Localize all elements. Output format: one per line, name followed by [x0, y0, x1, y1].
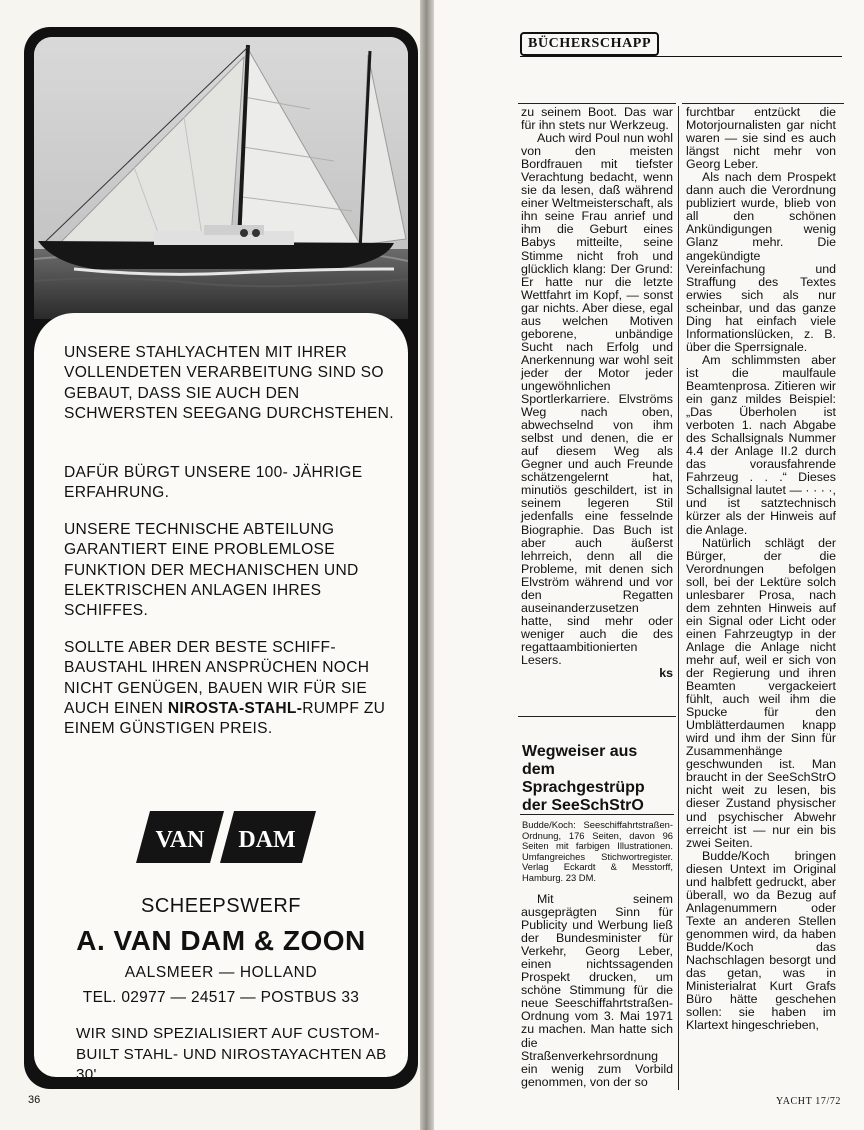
ad-paragraph-technical: UNSERE TECHNISCHE ABTEILUNG GARANTIERT EINE PROBLEMLOSE FUNKTION DER MECHANISCHEN UND ELEKTRISCHEN ANLAGEN IHRES SCHIFFES. [64, 521, 359, 620]
column-a-article [521, 893, 673, 1089]
ad-paragraph-quality: UNSERE STAHLYACHTEN MIT IHRER VOLLENDETEN VERARBEITUNG SIND SO GEBAUT, DASS SIE AUCH DEN SCHWERSTEN SEEGANG DURCHSTEHEN. [64, 344, 394, 422]
ad-nirosta-end: RUMPF ZU EINEM GÜNSTIGEN PREIS. [64, 699, 386, 738]
paragraph: Mit seinem ausgeprägten Sinn für Publicity und Werbung ließ der Bundesminister für Verkehr, Georg Leber, einen nichtssagenden Prospekt drucken, um schöne Stimmung für die neue Seeschiffahrtstraßen-Ordnung vom 3. Mai 1971 zu machen. Man hatte sich die Straßenverkehrsordnung ein wenig zum Vorbild genommen, von der so [521, 892, 673, 1089]
ad-paragraph-nirosta [64, 638, 394, 739]
article-headline: Wegweiser aus dem Sprachgestrüpp der SeeSchStrO [522, 743, 645, 814]
column-divider [678, 106, 679, 1090]
ad-paragraph-experience: DAFÜR BÜRGT UNSERE 100- JÄHRIGE ERFAHRUNG. [64, 464, 363, 502]
advertisement [24, 27, 418, 1089]
column-top-rule-b [682, 103, 844, 104]
paragraph: furchtbar entzückt die Motorjournalisten gar nicht waren — sie sind es auch längst nicht mehr von Georg Leber. [686, 105, 836, 172]
paragraph: Als nach dem Prospekt dann auch die Verordnung publiziert wurde, blieb von all den schönen Ankündigungen wenig Glanz mehr. Die angekündigte Vereinfachung und Straffung des Textes erwies sich als nur scheinbar, und das ganze Ding hat einfach viele Informationslücken, z. B. über die Sperrsignale. [686, 170, 836, 354]
page-number-left: 36 [28, 1094, 41, 1106]
author-signature: ks [659, 666, 673, 681]
bibliographic-info: Budde/Koch: Seeschiffahrtstraßen-Ordnung, 176 Seiten, davon 96 Seiten mit farbigen Illustrationen. Umfangreiches Stichwortregister. Verlag Eckardt & Messtorff, Hamburg. 23 DM. [522, 819, 673, 883]
yard-name: A. VAN DAM & ZOON [76, 925, 366, 956]
headline-rule [520, 814, 674, 815]
section-rubric: BÜCHERSCHAPP [520, 32, 659, 56]
paragraph: Budde/Koch bringen diesen Untext im Original und halbfett gedruckt, aber überall, wo da Bezug auf Anlagenummern oder Texte an anderen Stellen genommen wird, da haben Budde/Koch das Nachschlagen besorgt und das getan, was in Ministerialrat Kurt Grafs Büro hätte geschehen sollen: sie haben im Klartext hingeschrieben, [686, 848, 836, 1033]
van-dam-logo [136, 811, 316, 863]
book-gutter [420, 0, 434, 1130]
sailboat-illustration [34, 37, 408, 319]
sailing-yacht-photo [34, 37, 408, 319]
paragraph: zu seinem Boot. Das war für ihn stets nur Werkzeug. [521, 105, 673, 133]
logo-van-text: VAN [155, 827, 205, 853]
ad-nirosta-intro: SOLLTE ABER DER BESTE SCHIFF-BAUSTAHL IHREN ANSPRÜCHEN NOCH NICHT GENÜGEN, BAUEN WIR FÜR SIE AUCH EINEN [64, 639, 370, 717]
ad-specialization: WIR SIND SPEZIALISIERT AUF CUSTOM-BUILT STAHL- UND NIROSTAYACHTEN AB 30' [76, 1025, 387, 1083]
logo-dam-text: DAM [238, 827, 296, 853]
paragraph: Natürlich schlägt der Bürger, der die Verordnungen befolgen soll, bei der Lektüre solch unlesbarer Prosa, nach dem zehnten Hinweis auf ein Signal oder Licht oder einen Fahrzeugtyp in der Anlage die Anlage nicht mehr auf, weil er sich von der Regierung und ihren Beamten vergackeiert fühlt, auch weil ihm die Spucke für den Umblätterdaumen knapp wird und ihm der Sinn für Zusammenhänge geschwunden ist. Man braucht in der SeeSchStrO nicht weit zu lesen, bis dieser Zustand physischer und psychischer Abwehr erreicht ist — nur ein bis zwei Seiten. [686, 535, 836, 850]
rubric-rule [520, 56, 842, 57]
yard-contact: TEL. 02977 — 24517 — POSTBUS 33 [82, 989, 360, 1006]
column-a-review [521, 106, 673, 680]
review-end-rule [518, 716, 676, 717]
paragraph: Am schlimmsten aber ist die maulfaule Beamtenprosa. Zitieren wir ein ganz mildes Beispiel: „Das Überholen ist verboten 1. nach Abgabe des Schallsignals Nummer 4.4 der Anlage II.2 durch das vorausfahrende Fahrzeug . . .“ Dieses Schallsignal lautet — · · · ·, und ist satztechnisch kürzer als der Hinweis auf die Anlage. [686, 352, 836, 537]
column-top-rule-a [518, 103, 676, 104]
paragraph: Auch wird Poul nun wohl von den meisten Bordfrauen mit tiefster Verachtung bedacht, wenn sie da lesen, daß während einer Weltmeisterschaft, als ihn seine Frau anrief und ihm die Geburt eines Babys mitteilte, seine Stimme nicht froh und glücklich klang: Der Grund: Er hatte nur die letzte Wettfahrt im Kopf, — sonst gar nichts. Aber diese, egal aus welchen Motiven geborene, unbändige Sucht nach Erfolg und Anerkennung war wohl seit jeder der Motor jeder ungewöhnlichen Sportlerkarriere. Elvströms Weg nach oben, abwechselnd von ihm selbst und denen, die er auf diesem Weg als Gegner und auch Freunde schätzengelernt hat, minutiös geschildert, ist in seinem legeren Stil jedenfalls eine fesselnde Biographie. Das Buch ist aber auch äußerst lehrreich, denn all die Probleme, mit denen sich Elvström während und vor den Regatten auseinanderzusetzen hatte, sind mehr oder weniger auch die des regattaambitionierten Lesers. [521, 131, 673, 667]
ad-nirosta-bold: NIROSTA-STAHL- [167, 699, 303, 717]
yard-location: AALSMEER — HOLLAND [124, 964, 318, 981]
magazine-footer: YACHT 17/72 [776, 1096, 842, 1107]
column-b-article [686, 106, 836, 1032]
yard-label: SCHEEPSWERF [141, 895, 301, 917]
